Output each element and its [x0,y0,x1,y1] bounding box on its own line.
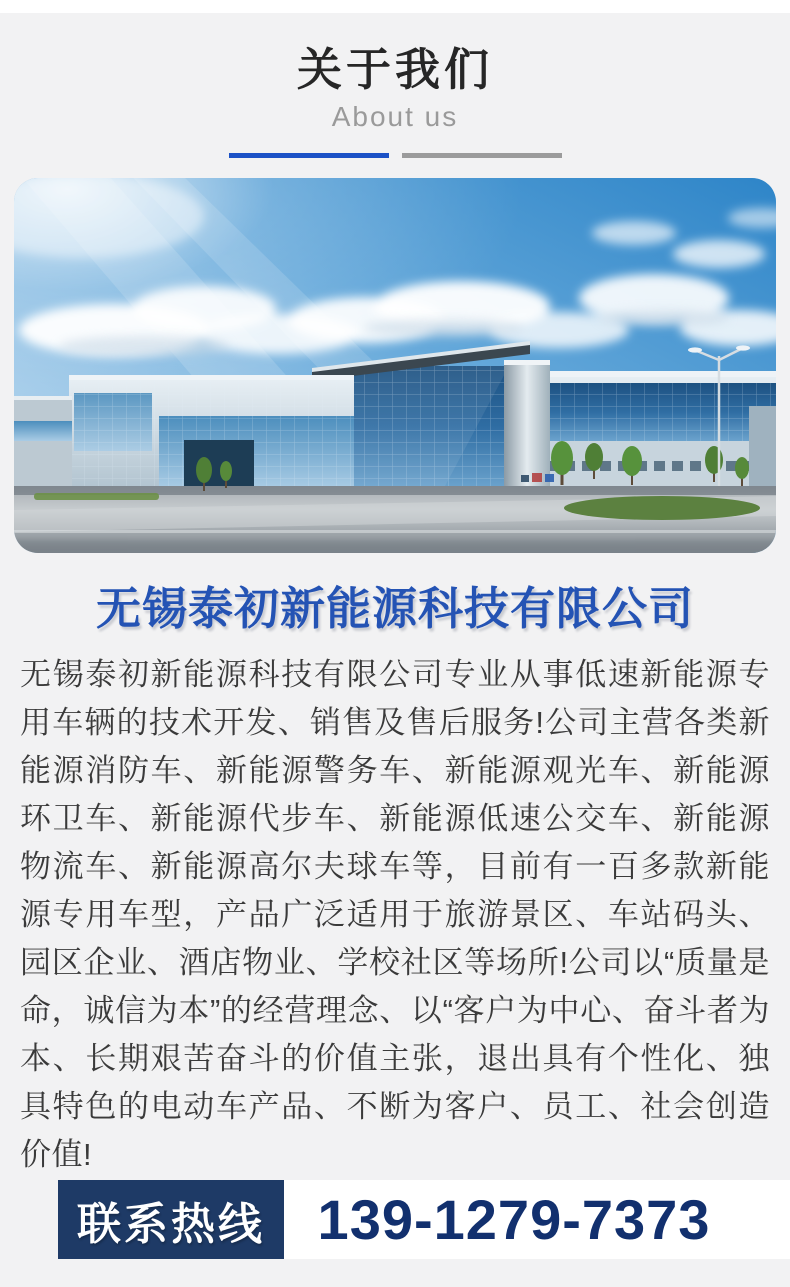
contact-hotline-bar [58,1180,790,1259]
divider-blue-segment [229,153,389,158]
page-title: 关于我们 [296,44,493,95]
company-building-photo [14,178,776,553]
page-subtitle: About us [331,101,459,132]
divider-gray-segment [402,153,562,158]
section-header [0,13,790,158]
company-description: 无锡泰初新能源科技有限公司专业从事低速新能源专用车辆的技术开发、销售及售后服务!公司主营各类新能源消防车、新能源警务车、新能源观光车、新能源环卫车、新能源代步车、新能源低速公交车、新能源物流车、新能源高尔夫球车等，目前有一百多款新能源专用车型，产品广泛适用于旅游景区、车站码头、园区企业、酒店物业、学校社区等场所!公司以“质量是命，诚信为本”的经营理念、以“客户为中心、奋斗者为本、长期艰苦奋斗的价值主张，退出具有个性化、独具特色的电动车产品、不断为客户、员工、社会创造价值! [20,656,770,1172]
top-white-strip [0,0,790,13]
building-photo-illustration [14,178,776,553]
header-divider [0,153,790,158]
contact-phone-number: 139-1279-7373 [317,1188,711,1251]
contact-hotline-label: 联系热线 [58,1180,284,1259]
company-name: 无锡泰初新能源科技有限公司 [95,583,694,634]
